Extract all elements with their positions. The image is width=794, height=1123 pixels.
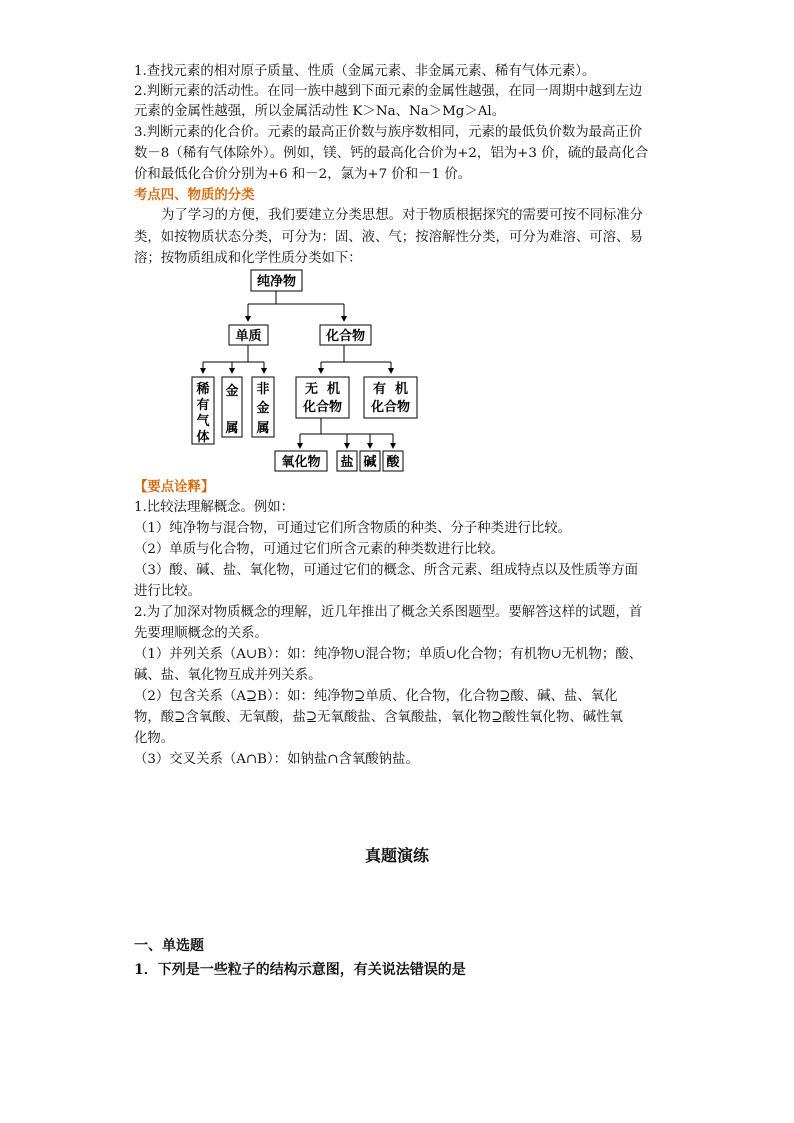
node-organic-2: 化合物 bbox=[370, 400, 411, 415]
node-nonmetal-3: 属 bbox=[256, 421, 270, 436]
node-base: 碱 bbox=[363, 455, 377, 470]
text-line: 元素的金属性越强，所以金属活动性 K＞Na、Na＞Mg＞Al。 bbox=[134, 104, 506, 119]
node-acid: 酸 bbox=[386, 455, 400, 470]
node-inorganic-2: 化合物 bbox=[302, 400, 343, 415]
key-points-heading: 【要点诠释】 bbox=[134, 479, 215, 495]
text-line: 数－8（稀有气体除外）。例如，镁、钙的最高化合价为+2，铝为+3 价，硫的最高化合 bbox=[134, 146, 649, 161]
node-noble-gas-1: 稀 bbox=[196, 382, 210, 397]
text-line: 1.查找元素的相对原子质量、性质（金属元素、非金属元素、稀有气体元素）。 bbox=[134, 64, 596, 79]
text-line: 物，酸⊇含氧酸、无氧酸，盐⊇无氧酸盐、含氧酸盐，氧化物⊇酸性氧化物、碱性氧 bbox=[134, 710, 623, 725]
text-line: 溶；按物质组成和化学性质分类如下： bbox=[134, 251, 362, 266]
node-oxide: 氧化物 bbox=[281, 455, 321, 470]
text-line: 2.为了加深对物质概念的理解，近几年推出了概念关系图题型。要解答这样的试题，首 bbox=[134, 605, 643, 620]
node-noble-gas-3: 气 bbox=[196, 414, 210, 429]
node-inorganic-1: 无 机 bbox=[304, 382, 341, 397]
text-line: （1）并列关系（A∪B）：如：纯净物∪混合物；单质∪化合物；有机物∪无机物；酸、 bbox=[134, 647, 643, 662]
section-heading: 考点四、物质的分类 bbox=[134, 187, 255, 203]
text-line: 价和最低化合价分别为+6 和－2，氯为+7 价和－1 价。 bbox=[134, 167, 472, 182]
node-metal-2: 属 bbox=[225, 421, 239, 436]
node-organic-1: 有 机 bbox=[372, 382, 409, 397]
text-line: 为了学习的方便，我们要建立分类思想。对于物质根据探究的需要可按不同标准分 bbox=[161, 208, 644, 223]
node-noble-gas-4: 体 bbox=[196, 430, 210, 445]
text-line: 2.判断元素的活动性。在同一族中越到下面元素的金属性越强，在同一周期中越到左边 bbox=[134, 84, 643, 99]
text-line: 碱、盐、氧化物互成并列关系。 bbox=[134, 668, 322, 683]
node-noble-gas-2: 有 bbox=[196, 398, 210, 413]
text-line: （3）交叉关系（A∩B）：如钠盐∩含氧酸钠盐。 bbox=[134, 752, 419, 767]
section-title: 一、单选题 bbox=[134, 938, 204, 954]
node-compound: 化合物 bbox=[325, 329, 366, 344]
text-line: （2）包含关系（A⊇B）：如：纯净物⊇单质、化合物，化合物⊇酸、碱、盐、氧化 bbox=[134, 689, 618, 704]
text-line: 进行比较。 bbox=[134, 584, 201, 599]
text-line: （2）单质与化合物，可通过它们所含元素的种类数进行比较。 bbox=[134, 542, 505, 557]
text-line: 化物。 bbox=[134, 731, 175, 746]
text-line: （1）纯净物与混合物，可通过它们所含物质的种类、分子种类进行比较。 bbox=[134, 521, 572, 536]
text-line: （3）酸、碱、盐、氧化物，可通过它们的概念、所含元素、组成特点以及性质等方面 bbox=[134, 563, 638, 578]
text-line: 3.判断元素的化合价。元素的最高正价数与族序数相同，元素的最低负价数为最高正价 bbox=[134, 125, 643, 140]
text-line: 类，如按物质状态分类，可分为：固、液、气；按溶解性分类，可分为难溶、可溶、易 bbox=[134, 230, 643, 245]
node-pure-substance: 纯净物 bbox=[256, 274, 297, 290]
page-title: 真题演练 bbox=[364, 846, 429, 865]
node-salt: 盐 bbox=[340, 455, 354, 470]
node-element-substance: 单质 bbox=[235, 329, 262, 344]
node-nonmetal-2: 金 bbox=[256, 401, 270, 416]
text-line: 1.比较法理解概念。例如： bbox=[134, 500, 295, 515]
text-line: 先要理顺概念的关系。 bbox=[134, 626, 268, 641]
classification-diagram bbox=[0, 266, 794, 496]
node-nonmetal-1: 非 bbox=[256, 382, 270, 397]
node-metal-1: 金 bbox=[225, 384, 239, 399]
question-1: 1．下列是一些粒子的结构示意图，有关说法错误的是 bbox=[134, 962, 466, 978]
